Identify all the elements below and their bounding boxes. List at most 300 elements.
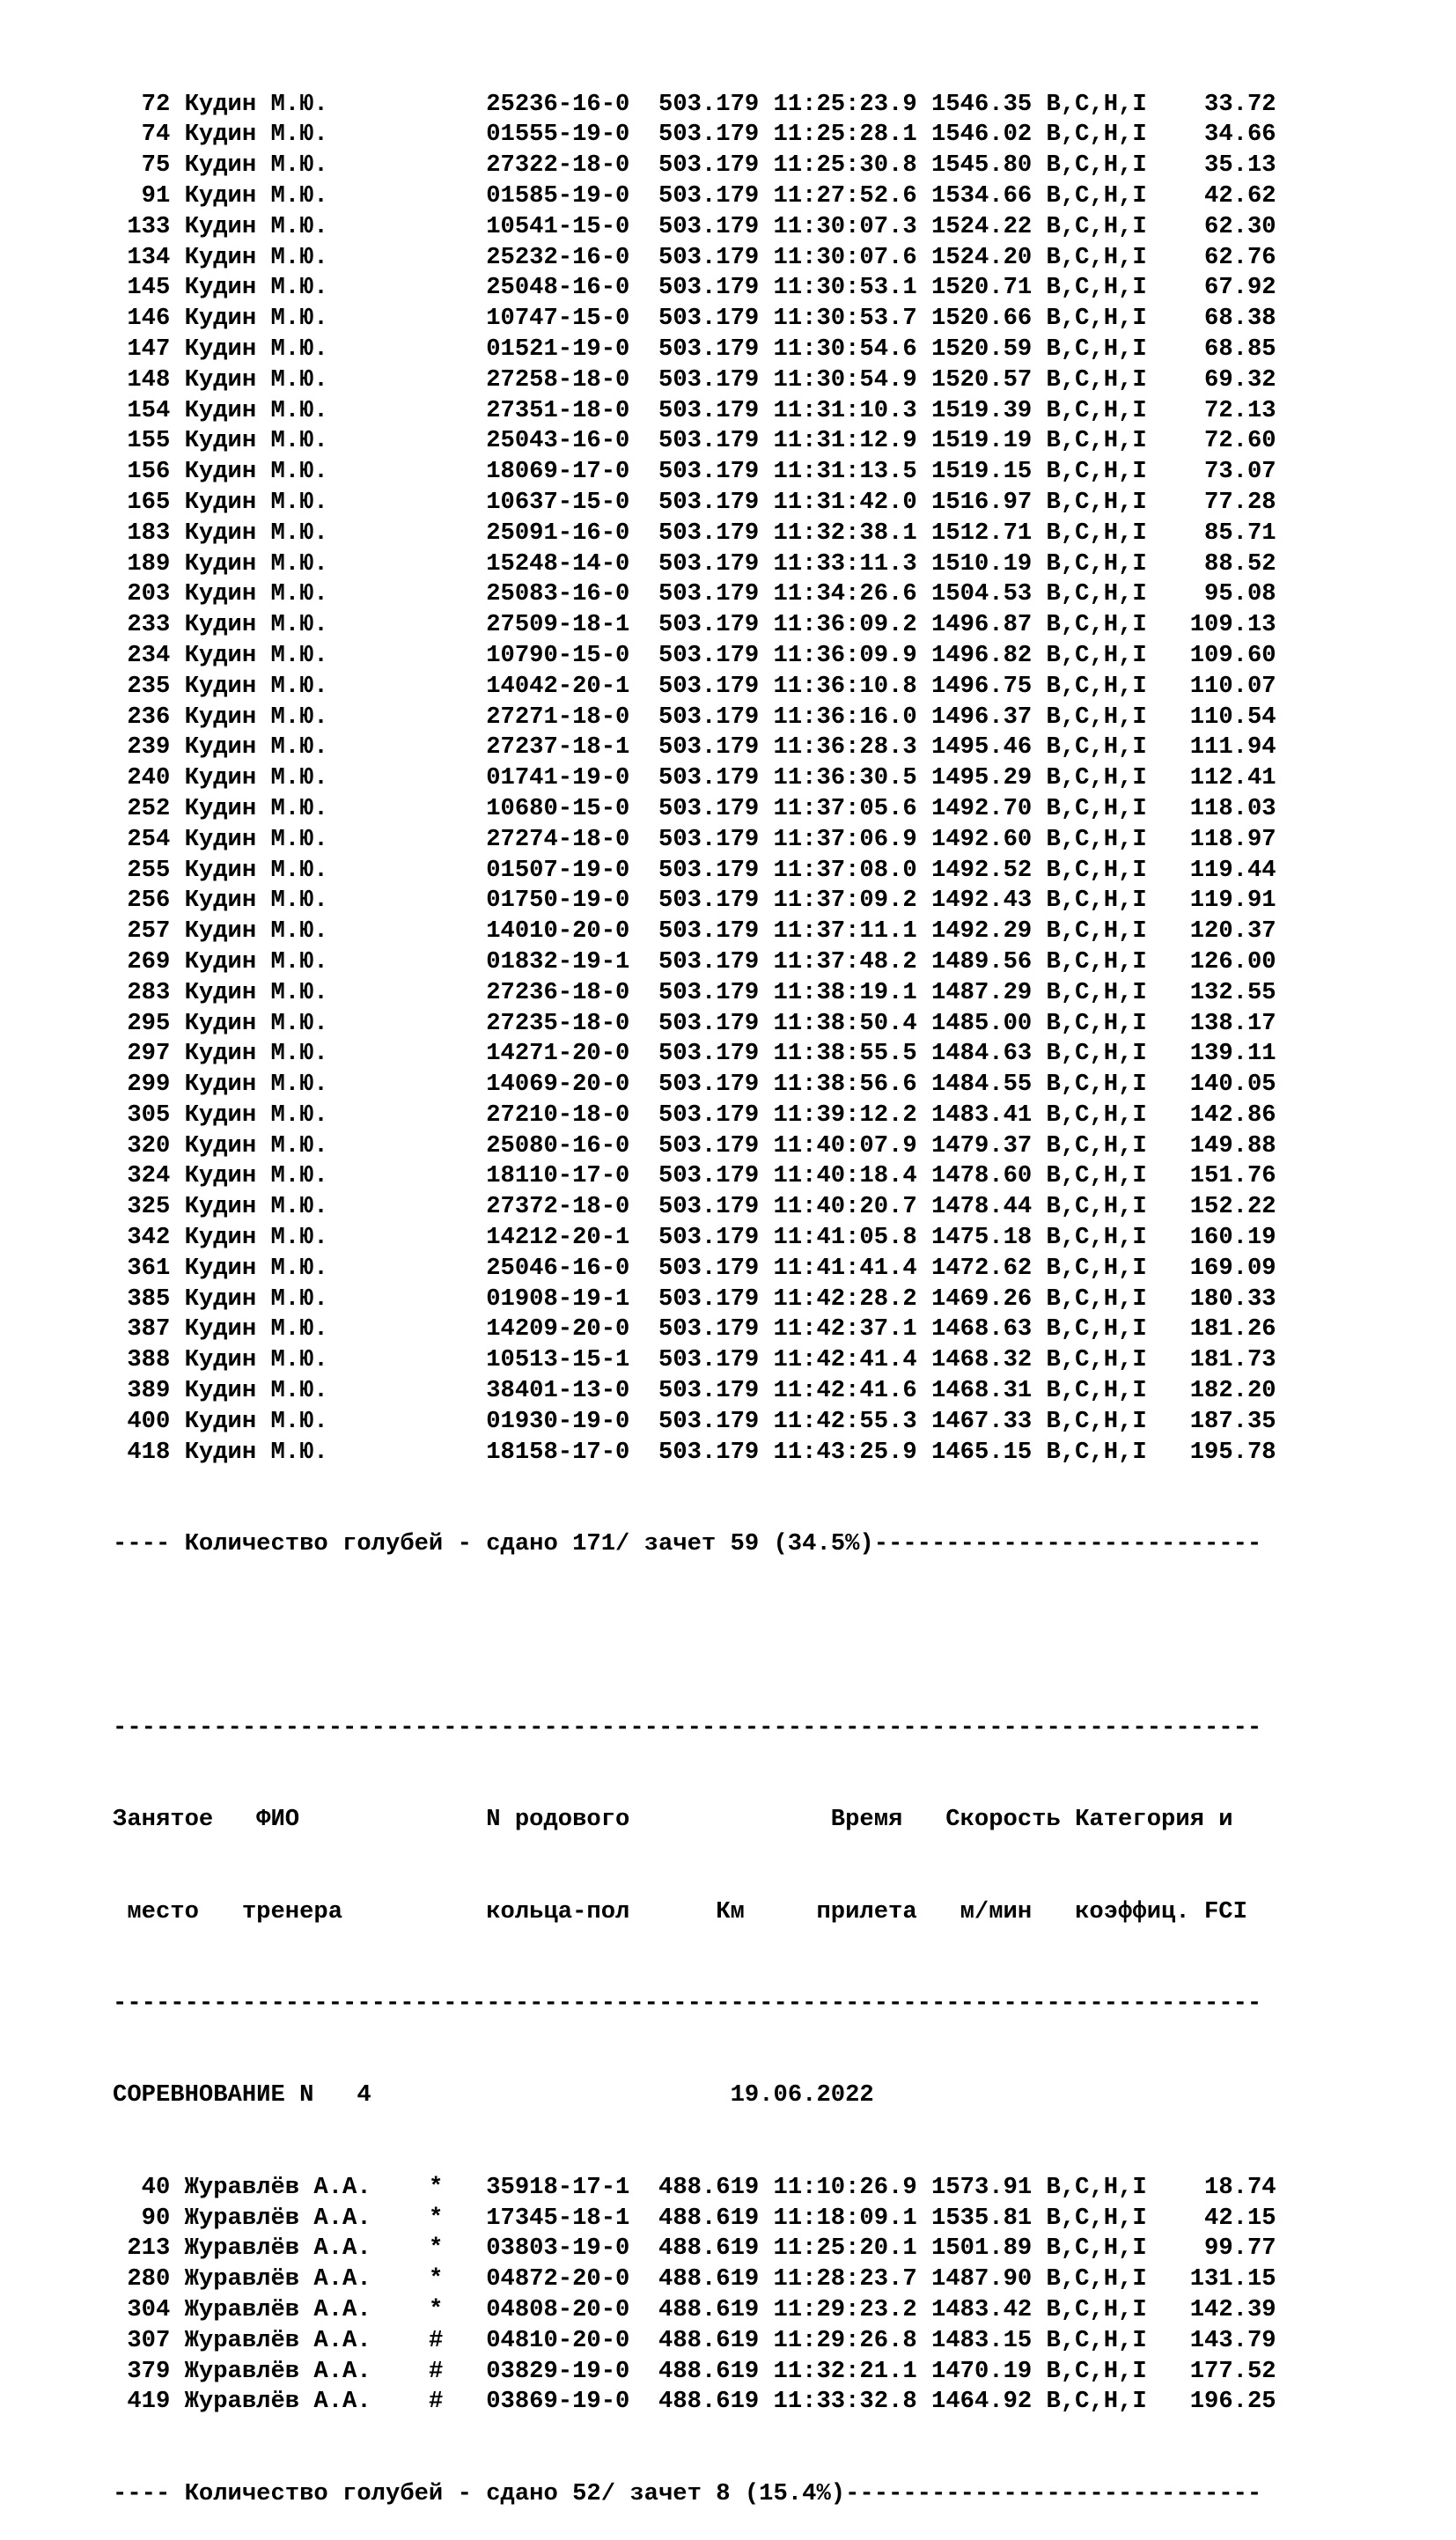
cell-name: Кудин М.Ю. xyxy=(184,365,429,394)
table-row xyxy=(113,365,1276,396)
cell-km: 503.179 xyxy=(658,1438,774,1466)
cell-coef: 169.09 xyxy=(1161,1254,1276,1282)
cell-place: 189 xyxy=(113,549,185,578)
cell-speed: 1496.37 xyxy=(931,703,1047,731)
cell-mark xyxy=(429,550,486,578)
cell-mark xyxy=(429,1193,486,1220)
cell-mark xyxy=(429,948,486,976)
cell-coef: 42.62 xyxy=(1161,181,1276,210)
cell-name: Кудин М.Ю. xyxy=(184,672,429,700)
cell-name: Кудин М.Ю. xyxy=(184,1193,429,1221)
cell-place: 256 xyxy=(113,887,185,915)
cell-name: Кудин М.Ю. xyxy=(184,733,429,762)
cell-ring: 27258-18-0 xyxy=(486,365,658,394)
cell-ring: 25083-16-0 xyxy=(486,580,658,608)
cell-coef: 99.77 xyxy=(1161,2234,1276,2263)
cell-place: 75 xyxy=(113,151,185,180)
header-rule-top: -------------------------------------------------------------------------------- xyxy=(113,1713,1262,1741)
cell-cat: B,C,H,I xyxy=(1046,121,1162,149)
cell-km: 503.179 xyxy=(658,1131,774,1160)
cell-speed: 1546.35 xyxy=(931,90,1047,118)
cell-coef: 131.15 xyxy=(1161,2265,1276,2293)
cell-km: 503.179 xyxy=(658,1285,774,1313)
cell-cat: B,C,H,I xyxy=(1046,1438,1162,1466)
cell-speed: 1469.26 xyxy=(931,1285,1047,1313)
cell-km: 503.179 xyxy=(658,1315,774,1344)
cell-time: 11:37:08.0 xyxy=(773,856,931,884)
cell-ring: 14209-20-0 xyxy=(486,1315,658,1344)
cell-km: 503.179 xyxy=(658,549,774,578)
header-rule-bottom: -------------------------------------------------------------------------------- xyxy=(113,1990,1262,2017)
cell-coef: 69.32 xyxy=(1161,365,1276,394)
cell-ring: 14042-20-1 xyxy=(486,672,658,700)
cell-coef: 181.73 xyxy=(1161,1346,1276,1374)
cell-name: Кудин М.Ю. xyxy=(184,1009,429,1037)
cell-coef: 77.28 xyxy=(1161,488,1276,516)
table-row xyxy=(113,519,1276,549)
cell-cat: B,C,H,I xyxy=(1046,2173,1162,2201)
cell-coef: 126.00 xyxy=(1161,947,1276,976)
cell-speed: 1478.60 xyxy=(931,1162,1047,1190)
cell-km: 503.179 xyxy=(658,1101,774,1129)
cell-name: Журавлёв А.А. xyxy=(184,2357,429,2385)
cell-km: 488.619 xyxy=(658,2295,774,2323)
cell-time: 11:36:16.0 xyxy=(773,703,931,731)
cell-mark xyxy=(429,917,486,945)
table-row xyxy=(113,1070,1276,1101)
table-row xyxy=(113,2387,1276,2418)
table-row xyxy=(113,2234,1276,2264)
column-header-line-1: Занятое ФИО N родового Время Скорость Категория и xyxy=(113,1806,1233,1834)
cell-coef: 196.25 xyxy=(1161,2388,1276,2416)
cell-place: 147 xyxy=(113,335,185,363)
cell-cat: B,C,H,I xyxy=(1046,580,1162,608)
table-row xyxy=(113,2295,1276,2326)
cell-cat: B,C,H,I xyxy=(1046,2295,1162,2323)
table-row xyxy=(113,151,1276,181)
cell-coef: 112.41 xyxy=(1161,764,1276,792)
table-row xyxy=(113,549,1276,580)
cell-mark xyxy=(429,91,486,118)
cell-ring: 10680-15-0 xyxy=(486,794,658,822)
cell-place: 165 xyxy=(113,488,185,516)
cell-coef: 42.15 xyxy=(1161,2204,1276,2232)
cell-cat: B,C,H,I xyxy=(1046,1193,1162,1221)
cell-time: 11:39:12.2 xyxy=(773,1101,931,1129)
cell-speed: 1465.15 xyxy=(931,1438,1047,1466)
cell-time: 11:36:10.8 xyxy=(773,672,931,700)
cell-coef: 195.78 xyxy=(1161,1438,1276,1466)
cell-time: 11:38:56.6 xyxy=(773,1071,931,1099)
cell-ring: 25232-16-0 xyxy=(486,243,658,271)
cell-place: 400 xyxy=(113,1407,185,1435)
cell-cat: B,C,H,I xyxy=(1046,335,1162,363)
table-row xyxy=(113,273,1276,304)
cell-place: 236 xyxy=(113,703,185,731)
cell-place: 74 xyxy=(113,121,185,149)
cell-time: 11:29:26.8 xyxy=(773,2326,931,2354)
cell-speed: 1545.80 xyxy=(931,151,1047,180)
cell-time: 11:30:07.6 xyxy=(773,243,931,271)
cell-speed: 1496.75 xyxy=(931,672,1047,700)
cell-name: Кудин М.Ю. xyxy=(184,1407,429,1435)
cell-ring: 03803-19-0 xyxy=(486,2234,658,2263)
cell-mark xyxy=(429,274,486,301)
cell-km: 488.619 xyxy=(658,2388,774,2416)
cell-place: 133 xyxy=(113,212,185,240)
cell-place: 418 xyxy=(113,1438,185,1466)
cell-name: Кудин М.Ю. xyxy=(184,458,429,486)
table-row xyxy=(113,703,1276,733)
cell-coef: 120.37 xyxy=(1161,917,1276,946)
cell-cat: B,C,H,I xyxy=(1046,90,1162,118)
cell-time: 11:38:19.1 xyxy=(773,978,931,1006)
cell-km: 503.179 xyxy=(658,1009,774,1037)
cell-mark xyxy=(429,182,486,210)
cell-time: 11:31:42.0 xyxy=(773,488,931,516)
cell-ring: 01832-19-1 xyxy=(486,947,658,976)
cell-coef: 118.03 xyxy=(1161,794,1276,822)
cell-place: 40 xyxy=(113,2173,185,2201)
cell-name: Кудин М.Ю. xyxy=(184,917,429,946)
cell-place: 156 xyxy=(113,458,185,486)
cell-place: 134 xyxy=(113,243,185,271)
cell-cat: B,C,H,I xyxy=(1046,549,1162,578)
cell-speed: 1516.97 xyxy=(931,488,1047,516)
cell-mark xyxy=(429,151,486,179)
cell-mark: * xyxy=(428,2295,487,2323)
cell-time: 11:42:41.4 xyxy=(773,1346,931,1374)
cell-time: 11:25:28.1 xyxy=(773,121,931,149)
cell-place: 148 xyxy=(113,365,185,394)
cell-name: Кудин М.Ю. xyxy=(184,1377,429,1405)
cell-ring: 10513-15-1 xyxy=(486,1346,658,1374)
table-row xyxy=(113,672,1276,703)
cell-time: 11:30:54.9 xyxy=(773,365,931,394)
cell-place: 145 xyxy=(113,274,185,302)
cell-time: 11:42:28.2 xyxy=(773,1285,931,1313)
cell-km: 503.179 xyxy=(658,274,774,302)
cell-km: 503.179 xyxy=(658,519,774,547)
cell-coef: 152.22 xyxy=(1161,1193,1276,1221)
cell-time: 11:40:18.4 xyxy=(773,1162,931,1190)
cell-coef: 119.44 xyxy=(1161,856,1276,884)
cell-name: Кудин М.Ю. xyxy=(184,1346,429,1374)
cell-speed: 1468.32 xyxy=(931,1346,1047,1374)
cell-mark: # xyxy=(428,2357,487,2385)
cell-mark xyxy=(429,458,486,485)
table-row xyxy=(113,947,1276,978)
cell-name: Кудин М.Ю. xyxy=(184,1040,429,1068)
cell-km: 503.179 xyxy=(658,427,774,455)
cell-time: 11:37:11.1 xyxy=(773,917,931,946)
summary-kudin: ---- Количество голубей - сдано 171/ зачет 59 (34.5%)--------------------------- xyxy=(113,1530,1262,1558)
cell-time: 11:30:53.1 xyxy=(773,274,931,302)
cell-cat: B,C,H,I xyxy=(1046,825,1162,853)
cell-time: 11:25:23.9 xyxy=(773,90,931,118)
cell-km: 503.179 xyxy=(658,1377,774,1405)
cell-mark xyxy=(429,1162,486,1189)
cell-place: 361 xyxy=(113,1254,185,1282)
cell-time: 11:10:26.9 xyxy=(773,2173,931,2201)
cell-cat: B,C,H,I xyxy=(1046,764,1162,792)
table-row xyxy=(113,610,1276,641)
cell-ring: 27271-18-0 xyxy=(486,703,658,731)
cell-km: 488.619 xyxy=(658,2265,774,2293)
cell-name: Кудин М.Ю. xyxy=(184,1438,429,1466)
cell-place: 257 xyxy=(113,917,185,946)
cell-place: 389 xyxy=(113,1377,185,1405)
cell-cat: B,C,H,I xyxy=(1046,947,1162,976)
cell-ring: 17345-18-1 xyxy=(486,2204,658,2232)
table-row xyxy=(113,335,1276,365)
cell-mark xyxy=(429,489,486,516)
cell-place: 240 xyxy=(113,764,185,792)
table-row xyxy=(113,2264,1276,2295)
cell-name: Кудин М.Ю. xyxy=(184,1162,429,1190)
table-row xyxy=(113,1101,1276,1131)
cell-time: 11:36:30.5 xyxy=(773,764,931,792)
cell-km: 503.179 xyxy=(658,825,774,853)
cell-km: 503.179 xyxy=(658,458,774,486)
table-row xyxy=(113,1438,1276,1469)
cell-km: 503.179 xyxy=(658,488,774,516)
cell-time: 11:31:13.5 xyxy=(773,458,931,486)
cell-coef: 118.97 xyxy=(1161,825,1276,853)
cell-name: Кудин М.Ю. xyxy=(184,825,429,853)
table-row xyxy=(113,1009,1276,1040)
cell-coef: 109.60 xyxy=(1161,641,1276,669)
cell-mark: # xyxy=(428,2326,487,2354)
cell-cat: B,C,H,I xyxy=(1046,488,1162,516)
cell-place: 90 xyxy=(113,2204,185,2232)
table-row xyxy=(113,2173,1276,2204)
table-row xyxy=(113,1254,1276,1285)
table-row xyxy=(113,120,1276,151)
cell-cat: B,C,H,I xyxy=(1046,887,1162,915)
cell-ring: 01750-19-0 xyxy=(486,887,658,915)
cell-speed: 1520.59 xyxy=(931,335,1047,363)
cell-time: 11:29:23.2 xyxy=(773,2295,931,2323)
cell-time: 11:42:41.6 xyxy=(773,1377,931,1405)
cell-place: 252 xyxy=(113,794,185,822)
cell-speed: 1468.63 xyxy=(931,1315,1047,1344)
cell-cat: B,C,H,I xyxy=(1046,519,1162,547)
cell-mark xyxy=(429,795,486,822)
cell-ring: 15248-14-0 xyxy=(486,549,658,578)
cell-coef: 111.94 xyxy=(1161,733,1276,762)
table-row xyxy=(113,1161,1276,1192)
cell-cat: B,C,H,I xyxy=(1046,917,1162,946)
cell-cat: B,C,H,I xyxy=(1046,856,1162,884)
cell-coef: 149.88 xyxy=(1161,1131,1276,1160)
cell-name: Журавлёв А.А. xyxy=(184,2204,429,2232)
cell-ring: 27351-18-0 xyxy=(486,396,658,424)
cell-place: 183 xyxy=(113,519,185,547)
cell-ring: 27237-18-1 xyxy=(486,733,658,762)
column-header-line-2: место тренера кольца-пол Км прилета м/мин коэффиц. FCI xyxy=(113,1897,1247,1925)
cell-cat: B,C,H,I xyxy=(1046,1346,1162,1374)
cell-coef: 177.52 xyxy=(1161,2357,1276,2385)
cell-coef: 142.39 xyxy=(1161,2295,1276,2323)
cell-time: 11:40:20.7 xyxy=(773,1193,931,1221)
cell-mark: # xyxy=(428,2388,487,2416)
cell-speed: 1495.29 xyxy=(931,764,1047,792)
cell-km: 503.179 xyxy=(658,396,774,424)
cell-time: 11:33:11.3 xyxy=(773,549,931,578)
cell-ring: 01521-19-0 xyxy=(486,335,658,363)
cell-time: 11:33:32.8 xyxy=(773,2388,931,2416)
cell-place: 419 xyxy=(113,2388,185,2416)
table-row xyxy=(113,181,1276,212)
cell-km: 503.179 xyxy=(658,151,774,180)
cell-place: 325 xyxy=(113,1193,185,1221)
cell-name: Кудин М.Ю. xyxy=(184,1315,429,1344)
cell-speed: 1485.00 xyxy=(931,1009,1047,1037)
cell-ring: 27322-18-0 xyxy=(486,151,658,180)
cell-place: 213 xyxy=(113,2234,185,2263)
table-row xyxy=(113,1131,1276,1162)
cell-mark xyxy=(429,305,486,332)
cell-mark xyxy=(429,1315,486,1343)
table-row xyxy=(113,978,1276,1009)
cell-coef: 119.91 xyxy=(1161,887,1276,915)
cell-name: Кудин М.Ю. xyxy=(184,580,429,608)
cell-mark xyxy=(429,826,486,853)
cell-name: Кудин М.Ю. xyxy=(184,1071,429,1099)
cell-time: 11:40:07.9 xyxy=(773,1131,931,1160)
cell-name: Кудин М.Ю. xyxy=(184,90,429,118)
cell-coef: 160.19 xyxy=(1161,1224,1276,1252)
cell-place: 91 xyxy=(113,181,185,210)
summary-zhuravlev: ---- Количество голубей - сдано 52/ зачет 8 (15.4%)----------------------------- xyxy=(113,2479,1262,2507)
results-table-kudin xyxy=(113,90,1276,1469)
cell-cat: B,C,H,I xyxy=(1046,1162,1162,1190)
cell-time: 11:25:30.8 xyxy=(773,151,931,180)
cell-km: 503.179 xyxy=(658,1071,774,1099)
cell-name: Кудин М.Ю. xyxy=(184,794,429,822)
cell-place: 233 xyxy=(113,611,185,639)
cell-km: 503.179 xyxy=(658,243,774,271)
cell-mark xyxy=(429,1346,486,1373)
cell-place: 283 xyxy=(113,978,185,1006)
cell-mark: * xyxy=(428,2204,487,2232)
cell-km: 503.179 xyxy=(658,121,774,149)
cell-mark xyxy=(429,519,486,547)
cell-ring: 03829-19-0 xyxy=(486,2357,658,2385)
cell-coef: 62.76 xyxy=(1161,243,1276,271)
cell-coef: 109.13 xyxy=(1161,611,1276,639)
table-row xyxy=(113,886,1276,917)
cell-cat: B,C,H,I xyxy=(1046,2388,1162,2416)
cell-cat: B,C,H,I xyxy=(1046,1009,1162,1037)
cell-speed: 1524.22 xyxy=(931,212,1047,240)
table-row xyxy=(113,1039,1276,1070)
cell-place: 146 xyxy=(113,305,185,333)
cell-cat: B,C,H,I xyxy=(1046,181,1162,210)
cell-place: 155 xyxy=(113,427,185,455)
cell-ring: 01908-19-1 xyxy=(486,1285,658,1313)
table-row xyxy=(113,1223,1276,1254)
cell-speed: 1472.62 xyxy=(931,1254,1047,1282)
cell-place: 255 xyxy=(113,856,185,884)
cell-cat: B,C,H,I xyxy=(1046,703,1162,731)
cell-km: 503.179 xyxy=(658,764,774,792)
cell-coef: 95.08 xyxy=(1161,580,1276,608)
cell-speed: 1519.39 xyxy=(931,396,1047,424)
cell-mark xyxy=(429,1224,486,1251)
cell-ring: 14271-20-0 xyxy=(486,1040,658,1068)
cell-speed: 1534.66 xyxy=(931,181,1047,210)
cell-place: 235 xyxy=(113,672,185,700)
cell-name: Кудин М.Ю. xyxy=(184,549,429,578)
cell-ring: 10541-15-0 xyxy=(486,212,658,240)
cell-speed: 1524.20 xyxy=(931,243,1047,271)
cell-speed: 1483.42 xyxy=(931,2295,1047,2323)
competition-date: 19.06.2022 xyxy=(730,2081,874,2109)
cell-coef: 132.55 xyxy=(1161,978,1276,1006)
cell-name: Кудин М.Ю. xyxy=(184,887,429,915)
cell-coef: 68.85 xyxy=(1161,335,1276,363)
cell-ring: 04810-20-0 xyxy=(486,2326,658,2354)
cell-km: 503.179 xyxy=(658,794,774,822)
cell-km: 503.179 xyxy=(658,1407,774,1435)
cell-name: Журавлёв А.А. xyxy=(184,2295,429,2323)
cell-km: 503.179 xyxy=(658,733,774,762)
cell-cat: B,C,H,I xyxy=(1046,733,1162,762)
cell-km: 503.179 xyxy=(658,978,774,1006)
cell-name: Кудин М.Ю. xyxy=(184,1131,429,1160)
cell-ring: 25091-16-0 xyxy=(486,519,658,547)
cell-speed: 1489.56 xyxy=(931,947,1047,976)
cell-km: 503.179 xyxy=(658,335,774,363)
cell-ring: 01507-19-0 xyxy=(486,856,658,884)
cell-name: Кудин М.Ю. xyxy=(184,978,429,1006)
cell-ring: 27235-18-0 xyxy=(486,1009,658,1037)
cell-time: 11:32:38.1 xyxy=(773,519,931,547)
table-row xyxy=(113,1314,1276,1345)
cell-cat: B,C,H,I xyxy=(1046,1101,1162,1129)
cell-cat: B,C,H,I xyxy=(1046,611,1162,639)
cell-time: 11:27:52.6 xyxy=(773,181,931,210)
cell-coef: 182.20 xyxy=(1161,1377,1276,1405)
cell-name: Кудин М.Ю. xyxy=(184,1254,429,1282)
cell-mark xyxy=(429,642,486,669)
cell-ring: 01930-19-0 xyxy=(486,1407,658,1435)
cell-speed: 1496.82 xyxy=(931,641,1047,669)
cell-time: 11:32:21.1 xyxy=(773,2357,931,2385)
cell-mark xyxy=(429,1071,486,1098)
cell-mark: * xyxy=(428,2234,487,2263)
cell-mark xyxy=(429,121,486,148)
cell-ring: 18110-17-0 xyxy=(486,1162,658,1190)
cell-mark xyxy=(429,673,486,700)
cell-cat: B,C,H,I xyxy=(1046,151,1162,180)
cell-speed: 1495.46 xyxy=(931,733,1047,762)
cell-name: Кудин М.Ю. xyxy=(184,1101,429,1129)
cell-mark xyxy=(429,244,486,271)
cell-cat: B,C,H,I xyxy=(1046,1285,1162,1313)
cell-name: Кудин М.Ю. xyxy=(184,611,429,639)
cell-coef: 85.71 xyxy=(1161,519,1276,547)
cell-place: 154 xyxy=(113,396,185,424)
cell-speed: 1487.90 xyxy=(931,2265,1047,2293)
cell-name: Кудин М.Ю. xyxy=(184,1285,429,1313)
cell-cat: B,C,H,I xyxy=(1046,641,1162,669)
cell-speed: 1483.15 xyxy=(931,2326,1047,2354)
table-row xyxy=(113,304,1276,335)
cell-speed: 1501.89 xyxy=(931,2234,1047,2263)
